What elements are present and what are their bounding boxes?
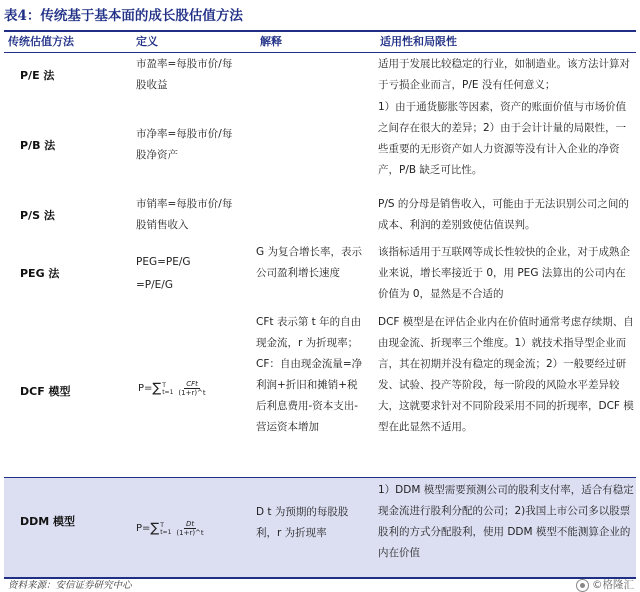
top-rule [4, 30, 636, 32]
definition-peg-line1: PEG=PE/G [136, 256, 191, 268]
explanation-ddm: D t 为预期的每股股利，r 为折现率 [256, 506, 349, 539]
table-title: 表4：传统基于基本面的成长股估值方法 [4, 8, 243, 24]
formula-ddm-lhs: P= [136, 523, 151, 534]
method-ddm: DDM 模型 [20, 515, 76, 528]
method-dcf: DCF 模型 [20, 385, 71, 398]
definition-pe: 市盈率=每股市价/每股收益 [136, 58, 233, 91]
definition-ps: 市销率=每股市价/每股销售收入 [136, 198, 233, 231]
header-explanation: 解释 [260, 35, 282, 48]
formula-ddm-upper: T [160, 521, 164, 529]
formula-ddm-numerator: Dt [185, 520, 195, 528]
applicability-ddm: 1）DDM 模型需要预测公司的股利支付率，适合有稳定现金流进行股利分配的公司；2)我国上市公司多以股票股利的方式分配股利，使用 DDM 模型不能测算企业的内在价值 [378, 484, 634, 559]
header-applicability: 适用性和局限性 [380, 35, 457, 48]
formula-dcf-upper: T [162, 381, 166, 389]
header-rule [4, 52, 636, 53]
formula-dcf-sigma: ∑ [152, 381, 162, 396]
applicability-peg: 该指标适用于互联网等成长性较快的企业，对于成熟企业来说，增长率接近于 0，用 PEG 法算出的公司内在价值为 0，显然是不合适的 [378, 246, 630, 300]
explanation-peg: G 为复合增长率，表示公司盈利增长速度 [256, 246, 362, 279]
formula-dcf [138, 380, 208, 397]
header-definition: 定义 [136, 35, 158, 48]
formula-dcf-lower: t=1 [162, 388, 174, 396]
definition-pb: 市净率=每股市价/每股净资产 [136, 128, 233, 161]
formula-dcf-lhs: P= [138, 383, 153, 394]
method-peg: PEG 法 [20, 267, 60, 280]
applicability-ps: P/S 的分母是销售收入，可能由于无法识别公司之间的成本、利润的差别致使估值误判。 [378, 198, 629, 231]
formula-dcf-denominator: (1+r)^t [178, 389, 206, 397]
ddm-rule [4, 477, 636, 478]
watermark-text: ©格隆汇 [592, 579, 634, 591]
formula-dcf-numerator: CFt [186, 380, 198, 388]
header-method: 传统估值方法 [8, 35, 74, 48]
watermark [576, 579, 634, 592]
applicability-pe: 适用于发展比较稳定的行业，如制造业。该方法计算对于亏损企业而言，P/E 没有任何意义； [378, 58, 630, 91]
formula-ddm-denominator: (1+r)^t [176, 529, 204, 537]
applicability-dcf: DCF 模型是在评估企业内在价值时通常考虑存续期、自由现金流、折现率三个维度。1）就技术指导型企业而言，其在初期并没有稳定的现金流；2）一般要经过研发、试验、投产等阶段，每一阶段的风险水平差异较大，这就要求针对不同阶段采用不同的折现率，DCF 模型在此显然不适用。 [378, 316, 634, 433]
method-pb: P/B 法 [20, 139, 56, 152]
formula-ddm [136, 520, 206, 537]
applicability-pb: 1）由于通货膨胀等因素，资产的账面价值与市场价值之间存在很大的差异；2）由于会计计量的局限性，一些重要的无形资产如人力资源等没有计入企业的净资产，P/B 缺乏可比性。 [378, 101, 627, 176]
bottom-rule [4, 577, 636, 579]
source-note: 资料来源：安信证券研究中心 [8, 580, 132, 591]
formula-ddm-lower: t=1 [160, 528, 172, 536]
explanation-dcf: CFt 表示第 t 年的自由现金流，r 为折现率；CF：自由现金流量=净利润+折旧和摊销+税后利息费用-资本支出-营运资本增加 [256, 316, 363, 433]
method-ps: P/S 法 [20, 209, 55, 222]
method-pe: P/E 法 [20, 69, 55, 82]
watermark-logo-icon [576, 579, 589, 592]
formula-ddm-sigma: ∑ [150, 521, 160, 536]
definition-peg-line2: =P/E/G [136, 279, 173, 291]
